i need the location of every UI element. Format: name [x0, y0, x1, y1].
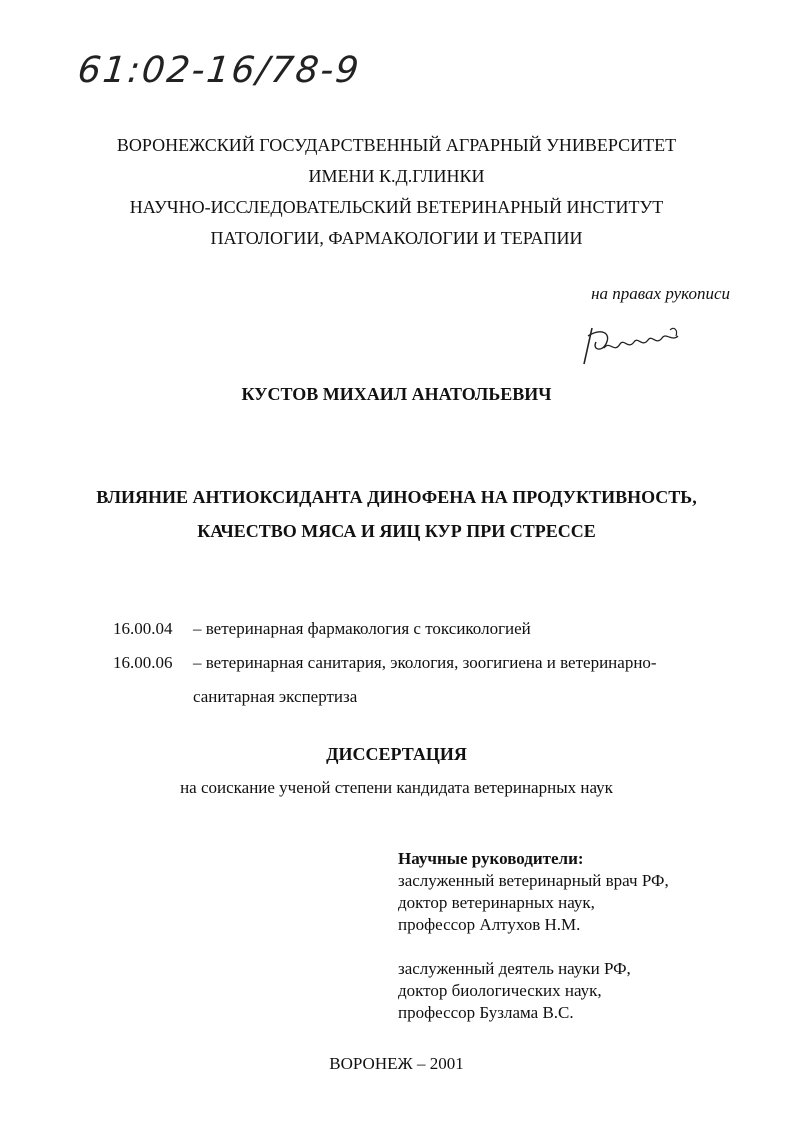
specialty-row [113, 646, 733, 680]
supervisor-line: заслуженный деятель науки РФ, [398, 959, 631, 978]
city-year: ВОРОНЕЖ – 2001 [329, 1054, 464, 1073]
specialty-code: 16.00.04 [113, 619, 173, 638]
title-line: КАЧЕСТВО МЯСА И ЯИЦ КУР ПРИ СТРЕССЕ [197, 521, 596, 541]
author-name: КУСТОВ МИХАИЛ АНАТОЛЬЕВИЧ [241, 384, 552, 404]
institution-line: ПАТОЛОГИИ, ФАРМАКОЛОГИИ И ТЕРАПИИ [210, 228, 583, 248]
specialty-continuation: санитарная экспертиза [193, 687, 358, 706]
handwritten-signature-icon [578, 320, 688, 370]
specialty-description: – ветеринарная санитария, экология, зоогигиена и ветеринарно- [193, 653, 657, 672]
supervisor-second [398, 958, 738, 1024]
supervisor-line: профессор Бузлама В.С. [398, 1003, 574, 1022]
institution-line: ИМЕНИ К.Д.ГЛИНКИ [308, 166, 485, 186]
specialty-description: – ветеринарная фармакология с токсикологией [193, 619, 531, 638]
degree-line: на соискание ученой степени кандидата ветеринарных наук [180, 778, 613, 797]
supervisor-line: доктор биологических наук, [398, 981, 602, 1000]
supervisor-line: заслуженный ветеринарный врач РФ, [398, 871, 669, 890]
supervisors-block [398, 848, 738, 1024]
supervisors-heading: Научные руководители: [398, 849, 584, 868]
manuscript-rights-note: на правах рукописи [591, 284, 730, 303]
institution-line: ВОРОНЕЖСКИЙ ГОСУДАРСТВЕННЫЙ АГРАРНЫЙ УНИВЕРСИТЕТ [116, 135, 677, 155]
specialties-list [113, 612, 733, 714]
supervisor-line: доктор ветеринарных наук, [398, 893, 595, 912]
document-type: ДИССЕРТАЦИЯ [326, 744, 467, 764]
institution-block [0, 130, 793, 254]
title-line: ВЛИЯНИЕ АНТИОКСИДАНТА ДИНОФЕНА НА ПРОДУКТИВНОСТЬ, [96, 487, 697, 507]
handwritten-catalog-number: 61:02-16/78-9 [75, 50, 363, 91]
dissertation-title [0, 480, 793, 548]
institution-line: НАУЧНО-ИССЛЕДОВАТЕЛЬСКИЙ ВЕТЕРИНАРНЫЙ ИНСТИТУТ [129, 197, 664, 217]
specialty-code: 16.00.06 [113, 653, 173, 672]
supervisor-first [398, 870, 738, 936]
supervisor-line: профессор Алтухов Н.М. [398, 915, 581, 934]
specialty-row [113, 612, 733, 646]
